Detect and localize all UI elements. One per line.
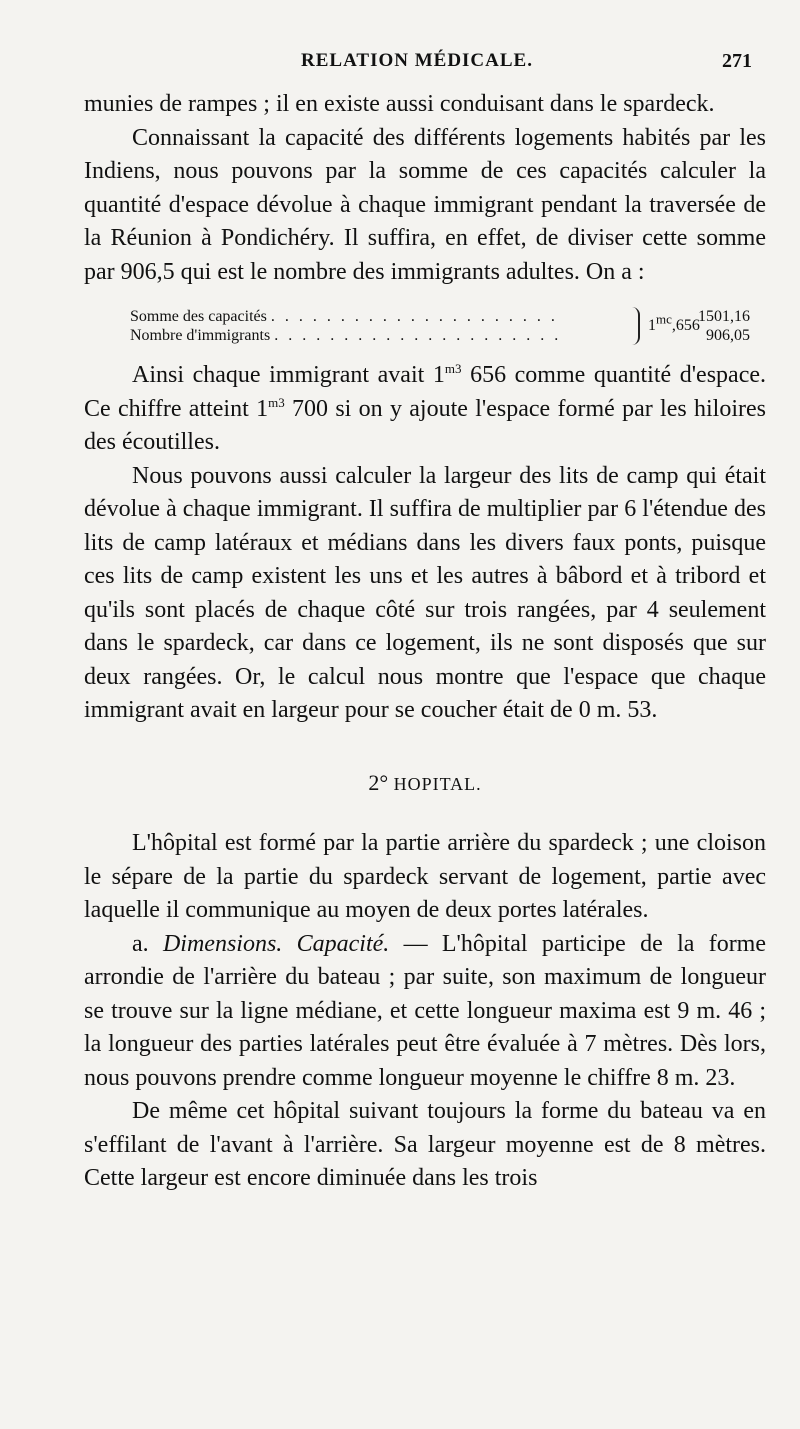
paragraph-2: Connaissant la capacité des différents logements habités par les Indiens, nous pouvons par la somme de ces capacités calculer la quantité d'espace dévolue à chaque immigrant pendant la traversée de la Réunion à Pondichéry. Il suffira, en effet, de diviser cette somme par 906,5 qui est le nombre des immigrants adultes. On a : [84, 124, 766, 285]
running-title: RELATION MÉDICALE. [301, 50, 533, 71]
leader-dots: . . . . . . . . . . . . . . . . . . . . . [274, 327, 562, 344]
row-value: 1501,16 [698, 308, 750, 325]
paragraph-1: munies de rampes ; il en existe aussi conduisant dans le spardeck. [84, 91, 715, 117]
calculation-result: $1^{mc},656$ [648, 311, 700, 334]
page-number: 271 [722, 50, 752, 72]
paragraph-6: a. Dimensions. Capacité. — L'hôpital participe de la forme arrondie de l'arrière du bateau ; par suite, son maximum de longueur se trouve sur la ligne médiane, et cette longueur maxima est 9 m. 46 ; la longueur des parties latérales peut être évaluée à 7 mètres. Dès lors, nous pouvons prendre comme longueur moyenne le chiffre 8 m. 23. [84, 930, 766, 1091]
row-value: 906,05 [706, 327, 750, 344]
row-label: Nombre d'immigrants [130, 327, 271, 344]
paragraph-7: De même cet hôpital suivant toujours la forme du bateau va en s'effilant de l'avant à l'arrière. Sa largeur moyenne est de 8 mètres. Cette largeur est encore diminuée dans les trois [84, 1098, 766, 1191]
capacity-calculation [130, 307, 750, 345]
paragraph-5: L'hôpital est formé par la partie arrière du spardeck ; une cloison le sépare de la partie du spardeck servant de logement, partie avec laquelle il communique au moyen de deux portes latérales. [84, 830, 766, 923]
paragraph-3: Ainsi chaque immigrant avait $1^{m3}$ 656 comme quantité d'espace. Ce chiffre atteint $1^{m3}$ 700 si on y ajoute l'espace formé par les hiloires des écoutilles. [84, 361, 767, 455]
section-heading [84, 766, 766, 802]
row-label: Somme des capacités [130, 308, 267, 325]
section-title: HOPITAL. [393, 773, 482, 794]
leader-dots: . . . . . . . . . . . . . . . . . . . . . [270, 308, 558, 325]
page-body [84, 88, 766, 1196]
section-number: 2° [368, 769, 389, 795]
paragraph-4: Nous pouvons aussi calculer la largeur des lits de camp qui était dévolue à chaque immigrant. Il suffira de multiplier par 6 l'étendue des lits de camp latéraux et médians dans les divers faux ponts, puisque ces lits de camp existent les uns et les autres à bâbord et à tribord et qu'ils sont placés de chaque côté sur trois rangées, par 4 seulement dans le spardeck, car dans ce logement, ils ne sont disposés que sur deux rangées. Or, le calcul nous montre que l'espace que chaque immigrant avait en largeur pour se coucher était de 0 m. 53. [84, 462, 766, 723]
page-header [82, 50, 752, 90]
brace [628, 307, 640, 345]
